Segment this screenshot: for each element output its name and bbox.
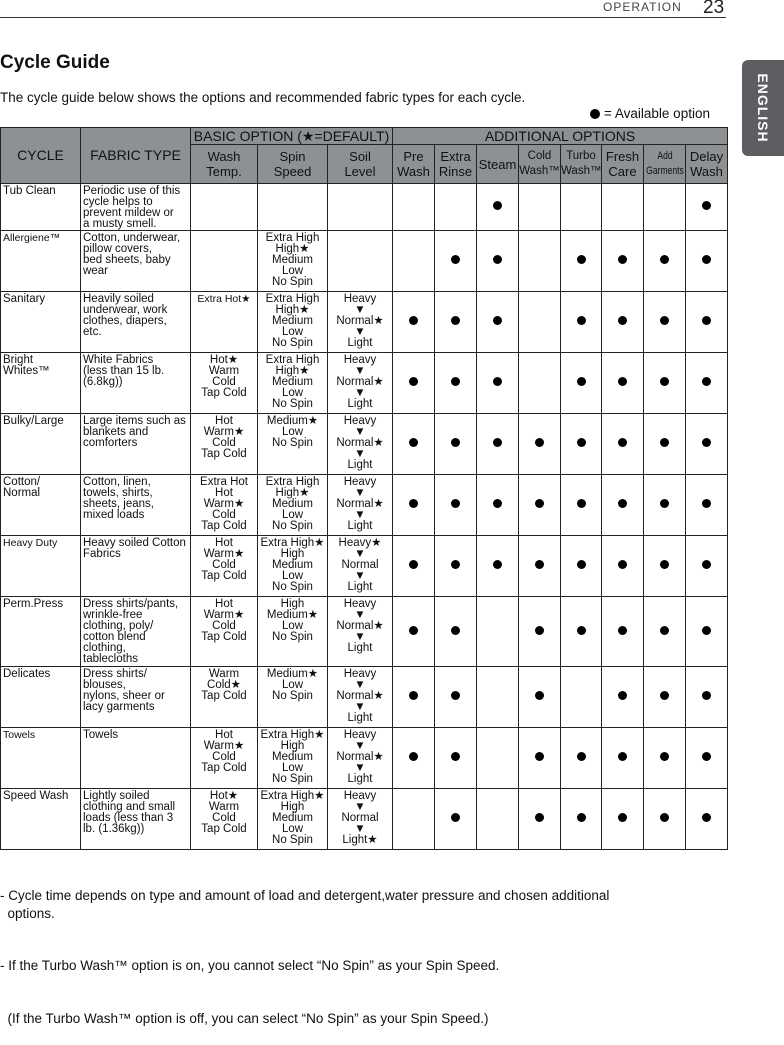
available-dot-icon [409,499,418,508]
option-cell [686,597,728,667]
available-dot-icon [535,626,544,635]
available-dot-icon [451,255,460,264]
col-wash-temp: Wash Temp. [191,145,258,184]
option-cell [477,536,519,597]
option-cell [393,414,435,475]
spin-speed: High Medium★ Low No Spin [258,597,328,667]
option-cell [602,231,644,292]
fabric-type: Heavily soiled underwear, work clothes, diapers, etc. [81,292,191,353]
wash-temp: Hot Warm★ Cold Tap Cold [191,536,258,597]
spin-speed: Extra High High★ Medium Low No Spin [258,353,328,414]
fabric-type: Periodic use of this cycle helps to prevent mildew or a musty smell. [81,184,191,231]
option-cell [686,728,728,789]
available-dot-icon [702,691,711,700]
available-dot-icon [618,377,627,386]
spin-speed [258,184,328,231]
wash-temp: Hot Warm★ Cold Tap Cold [191,414,258,475]
available-dot-icon [702,255,711,264]
option-cell [644,536,686,597]
option-cell [519,184,561,231]
available-dot-icon [493,499,502,508]
spin-speed: Extra High High★ Medium Low No Spin [258,292,328,353]
header-rule [0,17,726,18]
option-cell [602,789,644,850]
col-option-cell [644,145,686,184]
available-dot-icon [618,813,627,822]
group-additional: ADDITIONAL OPTIONS [393,128,728,145]
available-dot-icon [535,499,544,508]
table-row [1,353,728,414]
cycle-name: Perm.Press [1,597,81,667]
available-dot-icon [577,255,586,264]
option-cell [644,475,686,536]
available-dot-icon [409,691,418,700]
option-cell [602,414,644,475]
col-option: Cold Wash™ [519,145,561,184]
option-cell [561,597,602,667]
option-cell [644,184,686,231]
available-dot-icon [577,560,586,569]
col-spin-speed: Spin Speed [258,145,328,184]
available-dot-icon [702,752,711,761]
fabric-type: Cotton, underwear, pillow covers, bed sheets, baby wear [81,231,191,292]
option-cell [435,184,477,231]
option-cell [686,789,728,850]
wash-temp: Hot Warm★ Cold Tap Cold [191,728,258,789]
option-cell [519,231,561,292]
option-cell [477,728,519,789]
available-dot-icon [577,626,586,635]
available-dot-icon [535,752,544,761]
available-dot-icon [409,752,418,761]
option-cell [477,789,519,850]
available-dot-icon [702,499,711,508]
option-cell [393,597,435,667]
option-cell [561,231,602,292]
available-dot-icon [618,438,627,447]
table-row [1,728,728,789]
option-cell [686,184,728,231]
option-cell [644,292,686,353]
available-dot-icon [702,377,711,386]
available-dot-icon [451,560,460,569]
option-cell [435,414,477,475]
col-fabric: FABRIC TYPE [81,128,191,184]
cycle-name: Sanitary [1,292,81,353]
option-cell [519,536,561,597]
available-dot-icon [660,626,669,635]
soil-level: Heavy ▼ Normal★ ▼ Light [328,728,393,789]
spin-speed: Medium★ Low No Spin [258,414,328,475]
available-dot-icon [702,438,711,447]
table-row [1,475,728,536]
available-dot-icon [451,752,460,761]
available-dot-icon [660,560,669,569]
col-option: Turbo Wash™ [561,145,602,184]
fabric-type: Cotton, linen, towels, shirts, sheets, jeans, mixed loads [81,475,191,536]
option-cell [477,667,519,728]
soil-level: Heavy ▼ Normal★ ▼ Light [328,667,393,728]
table-row [1,231,728,292]
available-dot-icon [535,560,544,569]
option-cell [477,597,519,667]
available-dot-icon [660,752,669,761]
available-dot-icon [493,255,502,264]
spin-speed: Extra High High★ Medium Low No Spin [258,231,328,292]
available-dot-icon [535,813,544,822]
option-cell [519,667,561,728]
dot-icon [590,109,600,119]
cycle-name: Speed Wash [1,789,81,850]
col-option: Fresh Care [602,145,644,184]
option-cell [519,597,561,667]
legend-text: = Available option [604,106,710,121]
intro-text: The cycle guide below shows the options and recommended fabric types for each cycle. [0,90,526,105]
option-cell [561,414,602,475]
available-dot-icon [660,813,669,822]
col-option: Steam [477,145,519,184]
option-cell [519,475,561,536]
note: - Cycle time depends on type and amount of load and detergent,water pressure and chosen additional options. [0,888,610,921]
available-dot-icon [577,316,586,325]
cycle-guide-table [0,127,728,850]
option-cell [477,475,519,536]
available-dot-icon [535,438,544,447]
cycle-name: Heavy Duty [1,536,81,597]
available-dot-icon [660,499,669,508]
option-cell [644,597,686,667]
option-cell [644,231,686,292]
available-dot-icon [577,499,586,508]
wash-temp: Warm Cold★ Tap Cold [191,667,258,728]
option-cell [435,667,477,728]
available-dot-icon [702,560,711,569]
available-dot-icon [660,691,669,700]
soil-level: Heavy ▼ Normal ▼ Light★ [328,789,393,850]
cycle-name: Delicates [1,667,81,728]
available-dot-icon [618,316,627,325]
available-dot-icon [451,438,460,447]
col-soil-level: Soil Level [328,145,393,184]
wash-temp: Extra Hot★ [191,292,258,353]
option-cell [561,292,602,353]
option-cell [393,184,435,231]
cycle-name: Cotton/ Normal [1,475,81,536]
language-tab-label: ENGLISH [755,73,771,143]
available-dot-icon [618,752,627,761]
available-dot-icon [577,438,586,447]
option-cell [435,789,477,850]
available-dot-icon [618,626,627,635]
fabric-type: Dress shirts/pants, wrinkle-free clothing, poly/ cotton blend clothing, tablecloths [81,597,191,667]
table-row [1,536,728,597]
option-cell [561,475,602,536]
available-dot-icon [535,691,544,700]
soil-level: Heavy ▼ Normal★ ▼ Light [328,475,393,536]
soil-level: Heavy★ ▼ Normal ▼ Light [328,536,393,597]
option-cell [435,292,477,353]
available-dot-icon [451,499,460,508]
option-cell [435,475,477,536]
option-cell [686,414,728,475]
spin-speed: Extra High★ High Medium Low No Spin [258,789,328,850]
option-cell [393,231,435,292]
spin-speed: Medium★ Low No Spin [258,667,328,728]
available-dot-icon [577,813,586,822]
option-cell [393,667,435,728]
option-cell [644,728,686,789]
available-dot-icon [451,316,460,325]
available-dot-icon [702,626,711,635]
legend [590,106,710,121]
option-cell [393,728,435,789]
available-dot-icon [493,201,502,210]
available-dot-icon [451,377,460,386]
cycle-name: Bright Whites™ [1,353,81,414]
table-row [1,667,728,728]
option-cell [602,184,644,231]
option-cell [561,353,602,414]
fabric-type: Heavy soiled Cotton Fabrics [81,536,191,597]
available-dot-icon [409,438,418,447]
soil-level [328,184,393,231]
wash-temp [191,184,258,231]
soil-level: Heavy ▼ Normal★ ▼ Light [328,414,393,475]
wash-temp: Hot★ Warm Cold Tap Cold [191,789,258,850]
soil-level: Heavy ▼ Normal★ ▼ Light [328,597,393,667]
fabric-type: Towels [81,728,191,789]
fabric-type: White Fabrics (less than 15 lb. (6.8kg)) [81,353,191,414]
fabric-type: Lightly soiled clothing and small loads (less than 3 lb. (1.36kg)) [81,789,191,850]
available-dot-icon [409,316,418,325]
option-cell [602,353,644,414]
option-cell [477,292,519,353]
soil-level: Heavy ▼ Normal★ ▼ Light [328,353,393,414]
soil-level [328,231,393,292]
col-option: Extra Rinse [435,145,477,184]
available-dot-icon [577,377,586,386]
available-dot-icon [702,201,711,210]
option-cell [686,231,728,292]
option-cell [686,667,728,728]
option-cell [602,292,644,353]
available-dot-icon [451,691,460,700]
option-cell [393,536,435,597]
section-label: OPERATION [603,0,682,14]
option-cell [393,789,435,850]
available-dot-icon [660,438,669,447]
option-cell [519,789,561,850]
available-dot-icon [618,499,627,508]
option-cell [686,536,728,597]
available-dot-icon [702,316,711,325]
note: - If the Turbo Wash™ option is on, you cannot select “No Spin” as your Spin Speed. [0,958,500,973]
table-row [1,597,728,667]
option-cell [561,728,602,789]
note: (If the Turbo Wash™ option is off, you can select “No Spin” as your Spin Speed.) [0,1010,489,1026]
option-cell [644,667,686,728]
option-cell [477,184,519,231]
option-cell [686,353,728,414]
spin-speed: Extra High★ High Medium Low No Spin [258,536,328,597]
option-cell [561,536,602,597]
available-dot-icon [451,626,460,635]
col-option: Delay Wash [686,145,728,184]
option-cell [602,536,644,597]
available-dot-icon [451,813,460,822]
option-cell [519,292,561,353]
soil-level: Heavy ▼ Normal★ ▼ Light [328,292,393,353]
available-dot-icon [409,377,418,386]
option-cell [519,353,561,414]
notes [0,852,609,1045]
option-cell [602,597,644,667]
option-cell [644,353,686,414]
option-cell [519,728,561,789]
option-cell [477,414,519,475]
option-cell [435,353,477,414]
cycle-name: Bulky/Large [1,414,81,475]
option-cell [686,292,728,353]
cycle-name: Tub Clean [1,184,81,231]
wash-temp: Extra Hot Hot Warm★ Cold Tap Cold [191,475,258,536]
wash-temp [191,231,258,292]
option-cell [644,789,686,850]
option-cell [435,728,477,789]
available-dot-icon [409,560,418,569]
option-cell [435,231,477,292]
fabric-type: Large items such as blankets and comforters [81,414,191,475]
option-cell [561,789,602,850]
available-dot-icon [493,377,502,386]
available-dot-icon [660,255,669,264]
option-cell [393,292,435,353]
option-cell [435,597,477,667]
available-dot-icon [660,377,669,386]
option-cell [644,414,686,475]
available-dot-icon [702,813,711,822]
option-cell [477,353,519,414]
page-title: Cycle Guide [0,52,110,73]
cycle-name: Allergiene™ [1,231,81,292]
col-option: Pre Wash [393,145,435,184]
option-cell [519,414,561,475]
option-cell [602,475,644,536]
option-cell [561,184,602,231]
option-cell [686,475,728,536]
col-option: Add Garments [646,150,684,177]
col-cycle: CYCLE [1,128,81,184]
available-dot-icon [409,626,418,635]
option-cell [602,667,644,728]
option-cell [477,231,519,292]
available-dot-icon [493,560,502,569]
available-dot-icon [493,316,502,325]
available-dot-icon [577,752,586,761]
available-dot-icon [618,560,627,569]
cycle-name: Towels [1,728,81,789]
option-cell [561,667,602,728]
option-cell [393,353,435,414]
language-tab [742,60,784,156]
available-dot-icon [618,255,627,264]
wash-temp: Hot Warm★ Cold Tap Cold [191,597,258,667]
spin-speed: Extra High High★ Medium Low No Spin [258,475,328,536]
option-cell [602,728,644,789]
option-cell [393,475,435,536]
group-basic: BASIC OPTION (★=DEFAULT) [191,128,393,145]
option-cell [435,536,477,597]
spin-speed: Extra High★ High Medium Low No Spin [258,728,328,789]
wash-temp: Hot★ Warm Cold Tap Cold [191,353,258,414]
available-dot-icon [618,691,627,700]
table-row [1,292,728,353]
table-row [1,184,728,231]
available-dot-icon [660,316,669,325]
table-row [1,414,728,475]
page-number: 23 [703,0,725,18]
available-dot-icon [493,438,502,447]
fabric-type: Dress shirts/ blouses, nylons, sheer or lacy garments [81,667,191,728]
table-row [1,789,728,850]
